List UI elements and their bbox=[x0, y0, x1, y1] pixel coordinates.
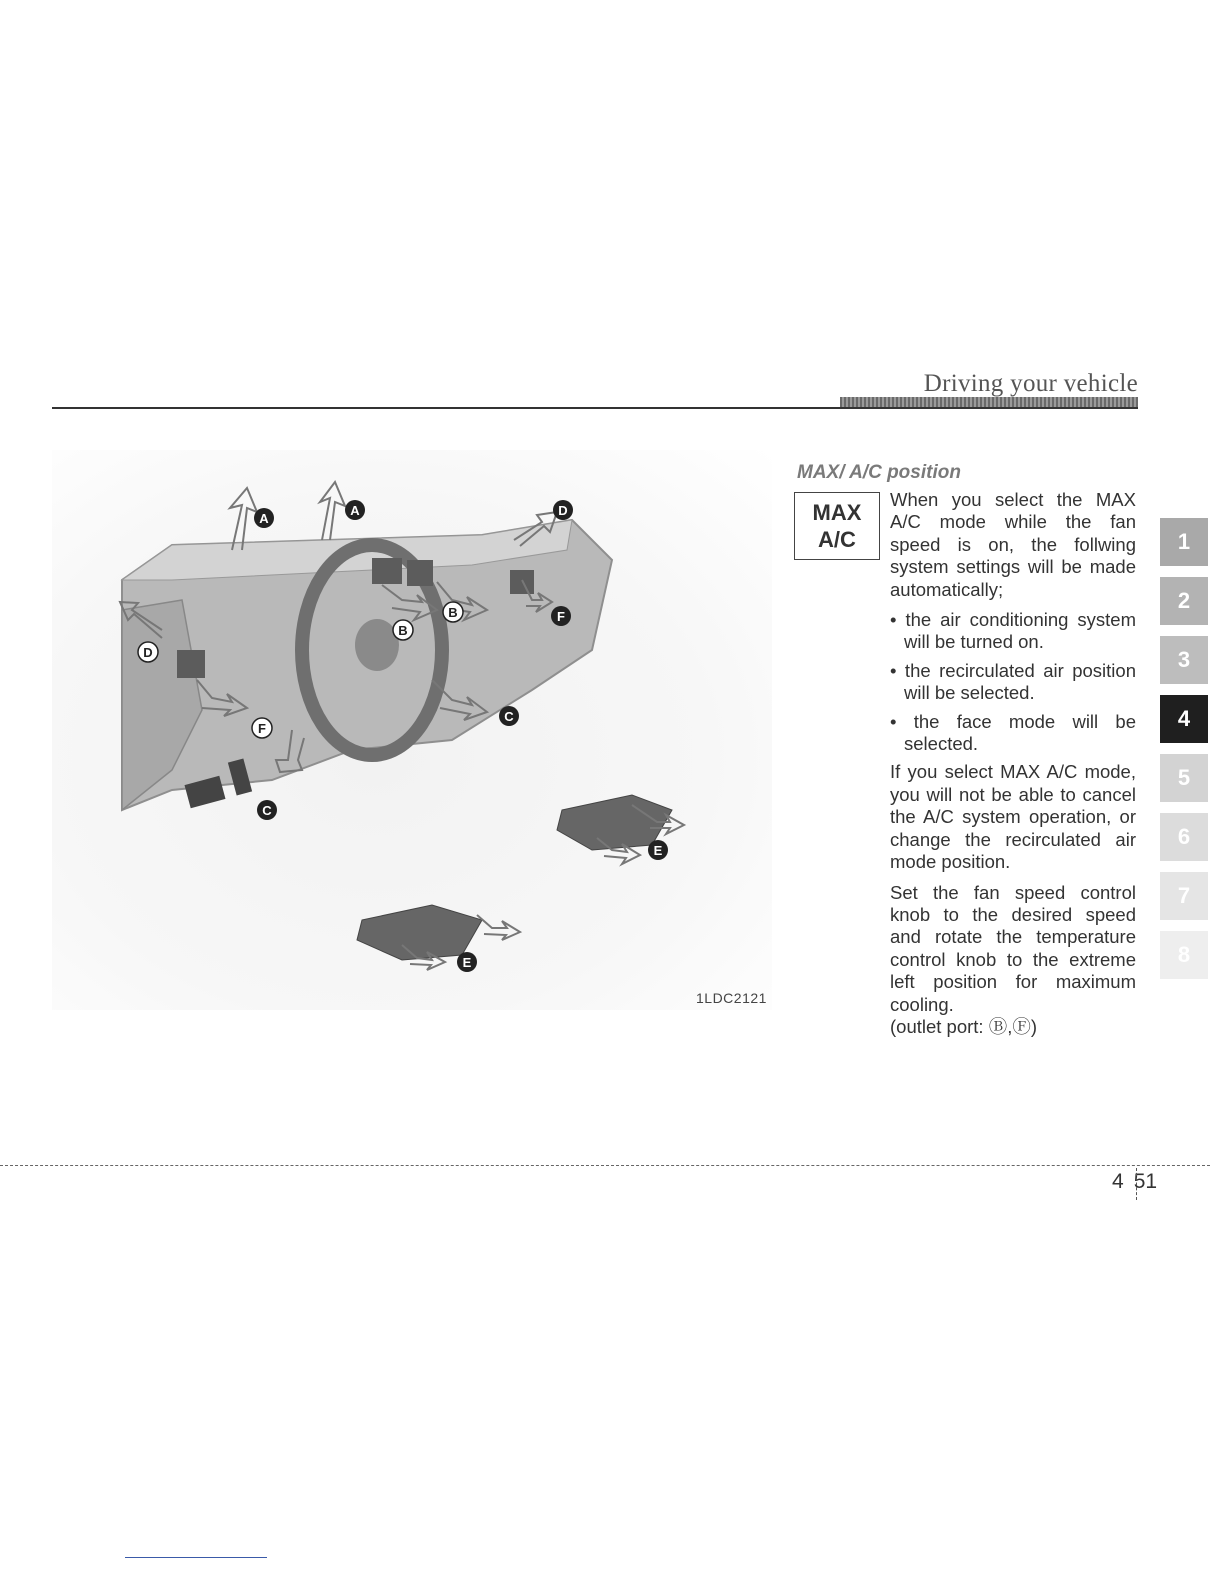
vent-center-right bbox=[407, 560, 433, 586]
callout-A-2 bbox=[345, 500, 365, 520]
page-header-title: Driving your vehicle bbox=[923, 370, 1138, 397]
svg-text:B: B bbox=[448, 605, 458, 620]
vent-left bbox=[177, 650, 205, 678]
chapter-tab-4[interactable]: 4 bbox=[1160, 695, 1208, 743]
airflow-arrow bbox=[320, 482, 345, 540]
page-number-value: 51 bbox=[1133, 1170, 1158, 1193]
callout-E-1 bbox=[648, 840, 668, 860]
callout-F-2 bbox=[252, 718, 272, 738]
callout-C-1 bbox=[499, 706, 519, 726]
callout-D-1 bbox=[553, 500, 573, 520]
callout-F-1 bbox=[551, 606, 571, 626]
callout-B-1 bbox=[443, 602, 463, 622]
svg-text:A: A bbox=[350, 503, 360, 518]
list-item: • the face mode will be selected. bbox=[890, 710, 1136, 755]
page-number-separator bbox=[1136, 1168, 1137, 1200]
chapter-tabs bbox=[1160, 518, 1208, 990]
bottom-link-line bbox=[125, 1557, 267, 1558]
chapter-tab-7[interactable]: 7 bbox=[1160, 872, 1208, 920]
svg-text:D: D bbox=[143, 645, 153, 660]
svg-text:C: C bbox=[262, 803, 272, 818]
figure-code: 1LDC2121 bbox=[696, 990, 767, 1006]
section-title: MAX/ A/C position bbox=[797, 462, 961, 483]
airflow-arrow bbox=[230, 488, 257, 550]
chapter-tab-1[interactable]: 1 bbox=[1160, 518, 1208, 566]
svg-text:C: C bbox=[504, 709, 514, 724]
header-rule bbox=[52, 407, 1138, 409]
chapter-tab-3[interactable]: 3 bbox=[1160, 636, 1208, 684]
svg-text:B: B bbox=[398, 623, 408, 638]
steering-hub bbox=[355, 619, 399, 671]
airflow-arrow bbox=[477, 915, 520, 940]
settings-list bbox=[890, 609, 1136, 755]
chapter-number: 4 bbox=[1112, 1170, 1124, 1193]
max-ac-button-graphic bbox=[794, 492, 880, 560]
section-body bbox=[890, 489, 1136, 1046]
dashboard-vent-illustration bbox=[52, 450, 772, 1010]
svg-text:D: D bbox=[558, 503, 568, 518]
callout-B-2 bbox=[393, 620, 413, 640]
callout-E-2 bbox=[457, 952, 477, 972]
page-number bbox=[1112, 1170, 1157, 1194]
chapter-tab-6[interactable]: 6 bbox=[1160, 813, 1208, 861]
svg-text:A: A bbox=[259, 511, 269, 526]
max-label: MAX bbox=[812, 500, 862, 525]
chapter-tab-5[interactable]: 5 bbox=[1160, 754, 1208, 802]
floor-duct-left bbox=[357, 905, 482, 960]
callout-C-2 bbox=[257, 800, 277, 820]
chapter-tab-8[interactable]: 8 bbox=[1160, 931, 1208, 979]
vent-center-left bbox=[372, 558, 402, 584]
chapter-tab-2[interactable]: 2 bbox=[1160, 577, 1208, 625]
svg-text:F: F bbox=[557, 609, 565, 624]
ac-label: A/C bbox=[818, 527, 856, 552]
svg-text:E: E bbox=[462, 955, 472, 970]
list-item: • the air conditioning system will be turned on. bbox=[890, 609, 1136, 653]
paragraph-outlet: (outlet port: Ⓑ,Ⓕ) bbox=[890, 1015, 1038, 1037]
footer-dashed-rule bbox=[0, 1165, 1210, 1166]
list-item: • the recirculated air position will be selected. bbox=[890, 659, 1136, 704]
callout-D-2 bbox=[138, 642, 158, 662]
paragraph-fan-speed: Set the fan speed control knob to the desired speed and rotate the temperature control knob to the extreme left position for maximum cooling. bbox=[890, 881, 1136, 1015]
paragraph-cancel: If you select MAX A/C mode, you will not be able to cancel the A/C system operation, or change the recirculated air mode position. bbox=[890, 761, 1136, 873]
callout-A-1 bbox=[254, 508, 274, 528]
svg-text:E: E bbox=[653, 843, 663, 858]
svg-text:F: F bbox=[258, 721, 266, 736]
intro-paragraph: When you select the MAX A/C mode while the fan speed is on, the follwing system settings will be made automatically; bbox=[890, 489, 1136, 600]
